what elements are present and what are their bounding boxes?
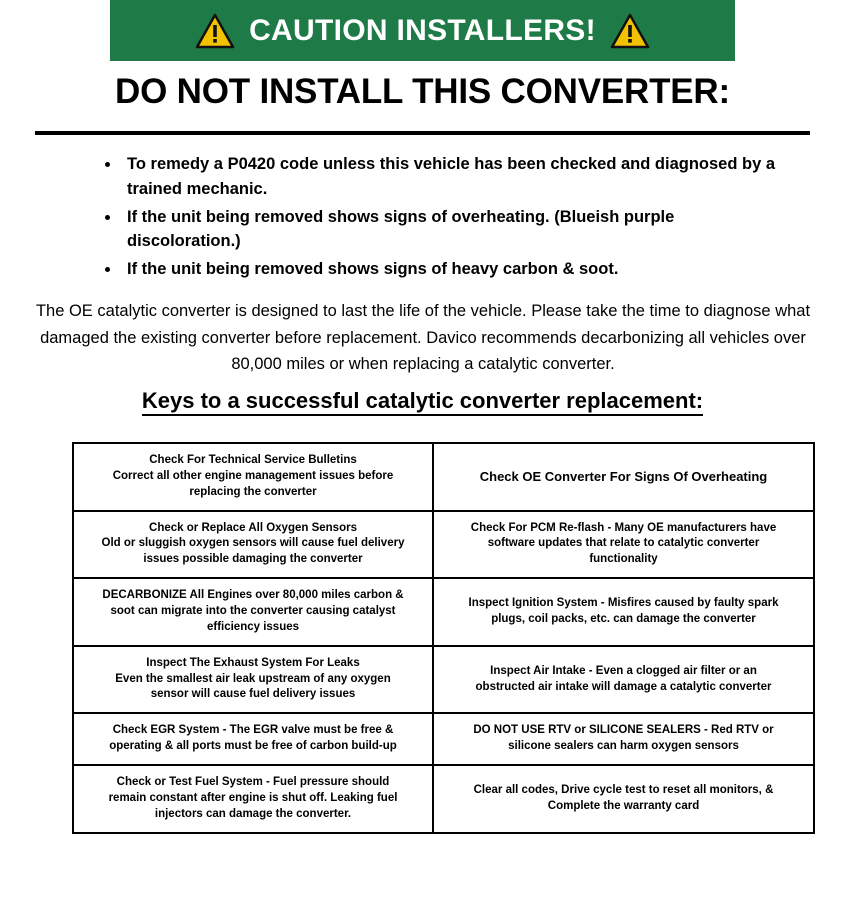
table-cell-right (433, 713, 814, 765)
table-row (73, 646, 814, 714)
cell-line: replacing the converter (189, 485, 317, 498)
table-row (73, 443, 814, 511)
body-paragraph: The OE catalytic converter is designed to last the life of the vehicle. Please take the time to diagnose what damaged the existing converter before replacement. Davico recommends decarbonizing all vehicles over 80,000 miles or when replacing a catalytic converter. (35, 302, 811, 374)
table-cell-left (73, 578, 433, 646)
list-item: • To remedy a P0420 code unless this vehicle has been checked and diagnosed by a trained mechanic. (121, 152, 781, 202)
cell-line: software updates that relate to catalytic converter (487, 537, 760, 550)
table-cell-left (73, 765, 433, 833)
cell-line: efficiency issues (206, 620, 300, 633)
table-cell-right (433, 443, 814, 511)
caution-banner (110, 0, 735, 61)
table-row (73, 578, 814, 646)
cell-line: soot can migrate into the converter causing catalyst (110, 605, 396, 618)
cell-line: silicone sealers can harm oxygen sensors (508, 740, 739, 753)
cell-line: Check OE Converter For Signs Of Overheating (479, 468, 768, 484)
list-item: • If the unit being removed shows signs of heavy carbon & soot. (121, 257, 781, 282)
cell-line: operating & all ports must be free of carbon build-up (109, 740, 397, 753)
table-cell-left (73, 511, 433, 579)
cell-line: obstructed air intake will damage a catalytic converter (475, 680, 772, 693)
keys-table-wrapper (72, 442, 779, 834)
cell-line: Check For PCM Re-flash - Many OE manufacturers have (470, 521, 777, 534)
cell-line: Inspect Air Intake - Even a clogged air filter or an (490, 664, 757, 677)
table-cell-left (73, 713, 433, 765)
table-cell-right (433, 765, 814, 833)
cell-line: Inspect Ignition System - Misfires caused by faulty spark (468, 597, 779, 610)
cell-line: plugs, coil packs, etc. can damage the converter (491, 612, 756, 625)
table-cell-left (73, 646, 433, 714)
cell-line: DO NOT USE RTV or SILICONE SEALERS - Red RTV or (473, 724, 774, 737)
cell-line: Check For Technical Service Bulletins (149, 454, 357, 466)
table-cell-right (433, 578, 814, 646)
cell-line: injectors can damage the converter. (154, 807, 352, 820)
table-cell-right (433, 646, 814, 714)
cell-line: Complete the warranty card (547, 799, 700, 812)
keys-table (72, 442, 815, 834)
table-cell-left (73, 443, 433, 511)
table-cell-right (433, 511, 814, 579)
warning-triangle-icon (195, 13, 235, 49)
cell-line: Clear all codes, Drive cycle test to reset all monitors, & (473, 783, 774, 796)
page-title: DO NOT INSTALL THIS CONVERTER: (115, 72, 730, 111)
cell-line: issues possible damaging the converter (143, 553, 363, 566)
cell-line: DECARBONIZE All Engines over 80,000 miles carbon & (102, 589, 404, 602)
table-row (73, 511, 814, 579)
title-divider (35, 131, 810, 135)
cell-line: Inspect The Exhaust System For Leaks (146, 656, 360, 669)
do-not-install-list (97, 152, 781, 285)
cell-line: Old or sluggish oxygen sensors will cause fuel delivery (101, 537, 405, 550)
cell-line: Check or Replace All Oxygen Sensors (149, 521, 357, 534)
warning-triangle-icon (610, 13, 650, 49)
cell-line: functionality (589, 553, 658, 566)
cell-line: Check EGR System - The EGR valve must be free & (112, 724, 394, 737)
cell-line: Correct all other engine management issues before (112, 469, 394, 482)
caution-banner-title: CAUTION INSTALLERS! (249, 13, 596, 47)
table-row (73, 713, 814, 765)
keys-section-title-text: Keys to a successful catalytic converter replacement: (142, 388, 703, 416)
cell-line: sensor will cause fuel delivery issues (150, 688, 356, 701)
table-row (73, 765, 814, 833)
list-item: • If the unit being removed shows signs of overheating. (Blueish purple discoloration.) (121, 205, 781, 255)
cell-line: remain constant after engine is shut off. Leaking fuel (108, 791, 398, 804)
cell-line: Check or Test Fuel System - Fuel pressure should (116, 776, 390, 789)
keys-section-title (0, 388, 845, 414)
cell-line: Even the smallest air leak upstream of any oxygen (115, 672, 391, 685)
